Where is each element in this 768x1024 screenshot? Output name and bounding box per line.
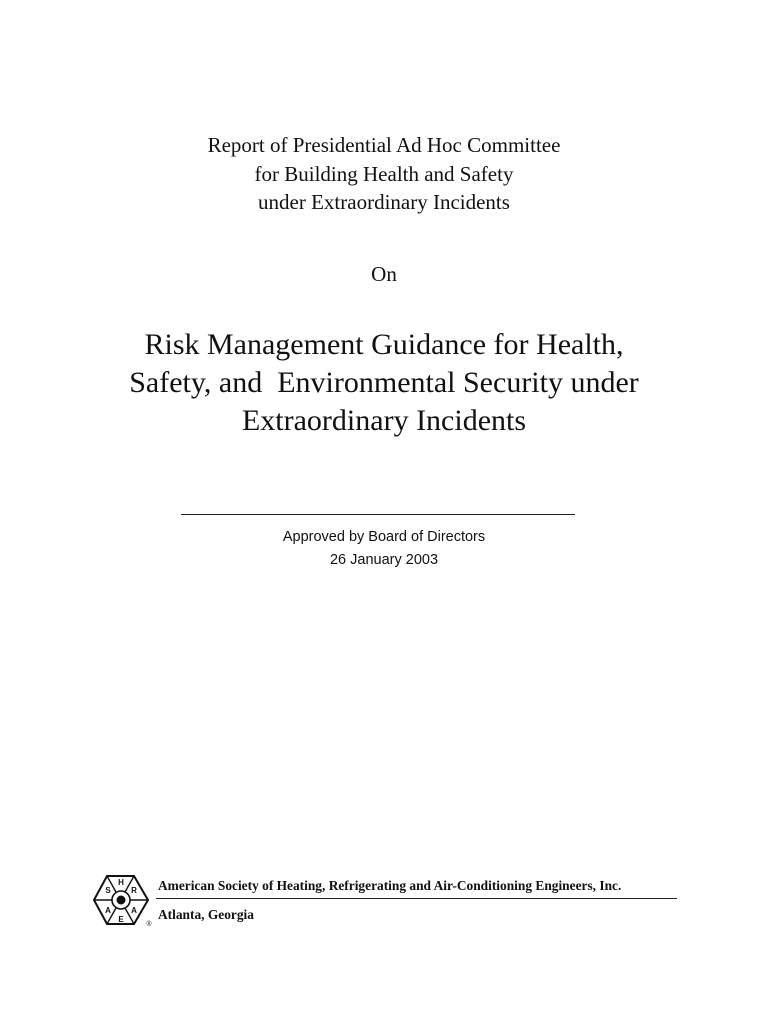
footer-divider bbox=[156, 898, 677, 899]
organization-name: American Society of Heating, Refrigerating and Air-Conditioning Engineers, Inc. bbox=[158, 878, 622, 893]
registered-mark: ® bbox=[146, 921, 152, 928]
report-heading-line-1: Report of Presidential Ad Hoc Committee bbox=[207, 133, 561, 157]
title-divider bbox=[181, 514, 575, 515]
report-heading-line-2: for Building Health and Safety bbox=[254, 161, 514, 186]
main-title-line-3: Extraordinary Incidents bbox=[241, 404, 527, 437]
approval-date: 26 January 2003 bbox=[329, 552, 439, 568]
logo-letter-a: A bbox=[105, 906, 111, 915]
logo-letter-e: E bbox=[118, 915, 124, 924]
logo-letter-r: R bbox=[131, 886, 137, 895]
report-heading bbox=[0, 131, 768, 217]
logo-letter-a2: A bbox=[131, 906, 137, 915]
on-word: On bbox=[371, 262, 397, 286]
logo-letter-s: S bbox=[105, 886, 111, 895]
approval-block bbox=[0, 526, 768, 572]
main-title bbox=[0, 326, 768, 440]
main-title-line-1: Risk Management Guidance for Health, bbox=[144, 328, 624, 361]
report-heading-line-3: under Extraordinary Incidents bbox=[258, 190, 510, 214]
organization-location: Atlanta, Georgia bbox=[158, 907, 254, 922]
approved-by-text: Approved by Board of Directors bbox=[282, 529, 486, 545]
logo-letter-h: H bbox=[118, 878, 124, 887]
ashrae-logo-icon bbox=[93, 872, 153, 928]
main-title-line-2: Safety, and Environmental Security under bbox=[129, 366, 639, 399]
